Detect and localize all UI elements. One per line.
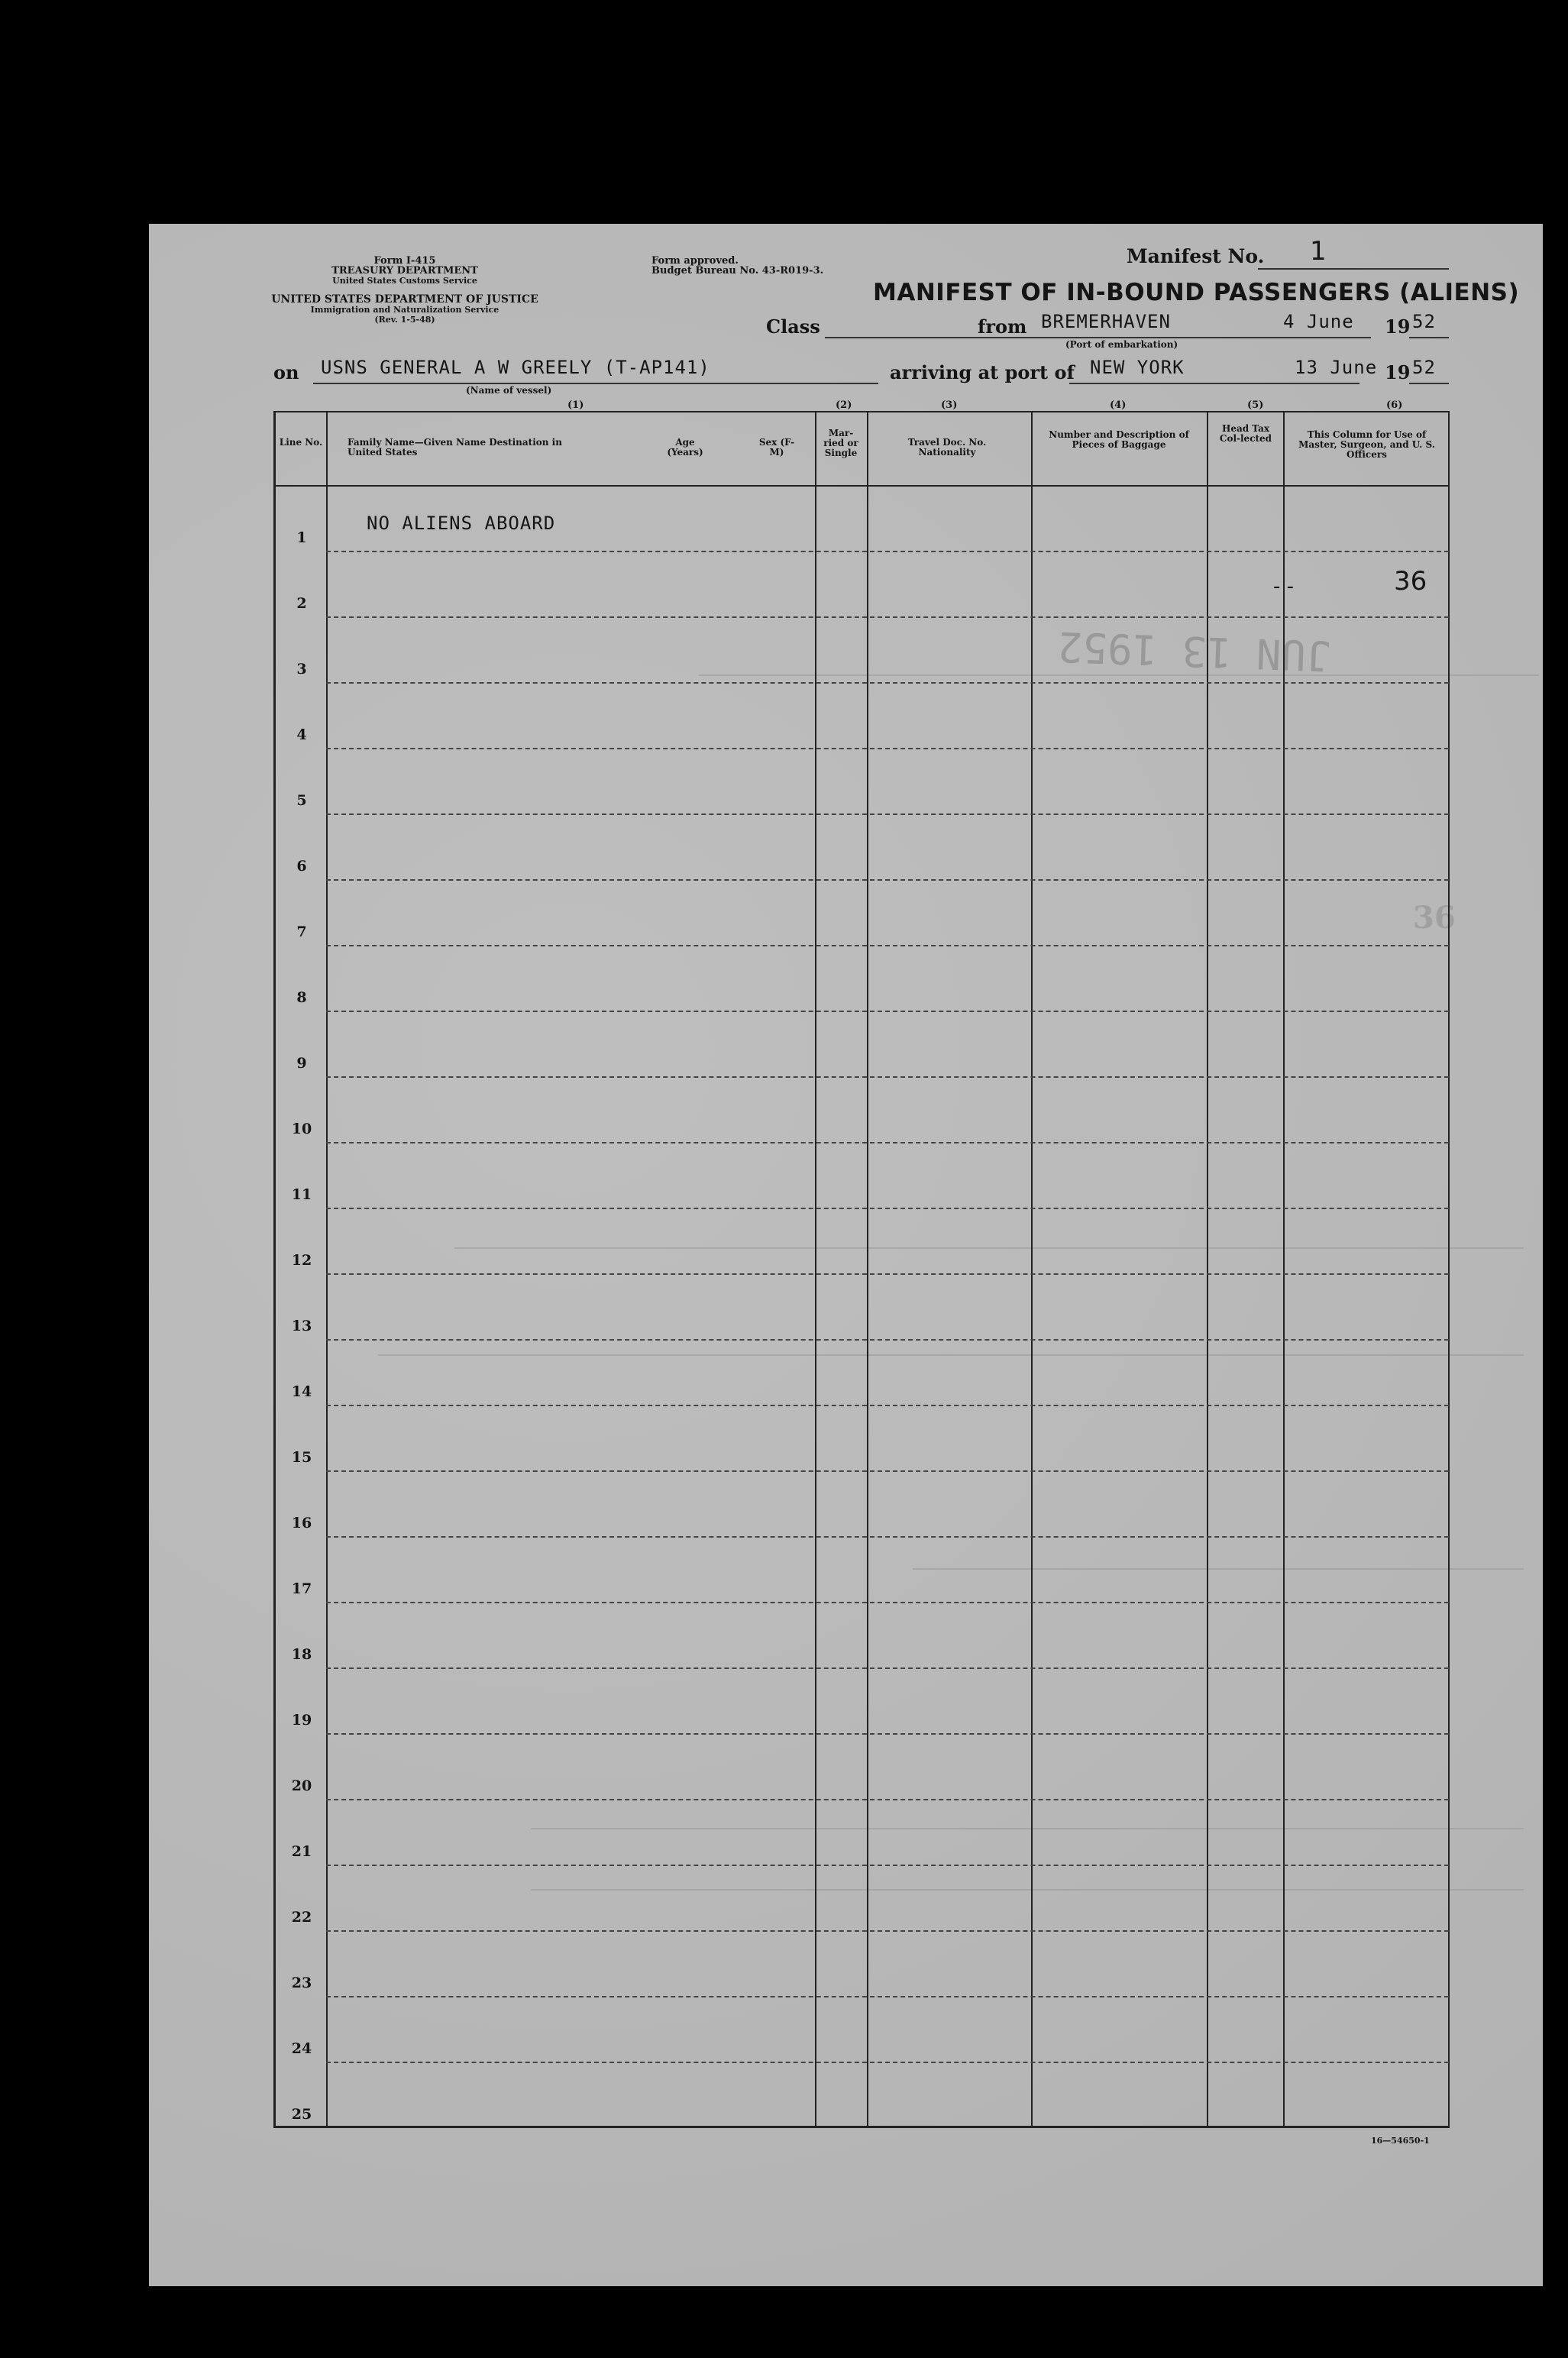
- departure-year: 52: [1412, 311, 1436, 332]
- row-number: 15: [291, 1449, 312, 1466]
- arrival-year: 52: [1412, 357, 1436, 378]
- arrival-port-line: [1069, 383, 1359, 384]
- table-left-border: [273, 411, 276, 2127]
- table-row: [326, 1208, 1449, 1209]
- from-label: from: [978, 315, 1027, 338]
- table-row: [326, 748, 1449, 749]
- justice-department: UNITED STATES DEPARTMENT OF JUSTICE: [271, 293, 538, 306]
- vessel-name: USNS GENERAL A W GREELY (T-AP141): [321, 357, 710, 378]
- col-divider-travel: [867, 411, 868, 2127]
- row-number: 19: [291, 1712, 312, 1729]
- table-row: [326, 1273, 1449, 1275]
- row-number: 8: [296, 989, 307, 1006]
- port-embarkation-note: (Port of embarkation): [1065, 339, 1178, 350]
- arriving-label: arriving at port of: [890, 361, 1075, 383]
- bleed-through-number: 36: [1413, 900, 1456, 936]
- col-number-2: (2): [836, 399, 852, 411]
- col-divider-headtax: [1207, 411, 1208, 2127]
- bleed-through-text: [913, 1568, 1524, 1574]
- arrival-port: NEW YORK: [1090, 357, 1185, 378]
- revision-date: (Rev. 1-5-48): [374, 315, 435, 325]
- vessel-line: [313, 383, 878, 384]
- row-number: 5: [296, 792, 307, 809]
- table-row: [326, 1470, 1449, 1472]
- header-travel-doc: Travel Doc. No. Nationality: [907, 437, 987, 458]
- departure-year-prefix: 19: [1385, 315, 1411, 338]
- row-number: 2: [296, 595, 307, 612]
- header-head-tax: Head Tax Col-lected: [1219, 423, 1272, 444]
- header-line-no: Line No.: [279, 437, 323, 448]
- table-row: [326, 1405, 1449, 1406]
- header-sex: Sex (F-M): [758, 437, 795, 458]
- on-label: on: [273, 361, 299, 383]
- row-number: 9: [296, 1055, 307, 1072]
- table-row: [326, 616, 1449, 618]
- row-number: 4: [296, 726, 307, 743]
- officer-dash-mark: - -: [1273, 575, 1295, 598]
- col-divider-officers: [1283, 411, 1285, 2127]
- col-number-3: (3): [941, 399, 958, 411]
- bleed-through-date-stamp: JUN 13 1952: [1057, 622, 1332, 681]
- table-row: [326, 1076, 1449, 1078]
- bleed-through-text: [531, 1889, 1524, 1895]
- row-number: 13: [291, 1318, 312, 1334]
- departure-date-line: [1272, 337, 1371, 338]
- table-right-border: [1448, 411, 1450, 2127]
- class-label: Class: [766, 315, 820, 338]
- table-row: [326, 1865, 1449, 1866]
- header-bottom-border: [273, 485, 1450, 487]
- row-number: 17: [291, 1580, 312, 1597]
- table-top-border: [273, 411, 1450, 412]
- row-number: 14: [291, 1383, 312, 1400]
- from-line: [1035, 337, 1272, 338]
- row-number: 22: [291, 1909, 312, 1926]
- budget-bureau: Budget Bureau No. 43-R019-3.: [651, 265, 824, 277]
- header-officers: This Column for Use of Master, Surgeon, and U. S. Officers: [1298, 429, 1435, 460]
- row-number: 23: [291, 1975, 312, 1991]
- table-row: [326, 1536, 1449, 1538]
- table-row: [326, 945, 1449, 946]
- treasury-department: TREASURY DEPARTMENT: [331, 265, 478, 277]
- col-divider-married: [815, 411, 816, 2127]
- col-number-1: (1): [567, 399, 584, 411]
- manifest-no-label: Manifest No.: [1127, 245, 1265, 267]
- table-row: [326, 1011, 1449, 1012]
- manifest-page: [149, 224, 1543, 2286]
- departure-date: 4 June: [1283, 311, 1354, 332]
- row-number: 10: [291, 1121, 312, 1137]
- form-approved: Form approved.: [651, 255, 739, 267]
- row-number: 24: [291, 2040, 312, 2057]
- no-aliens-entry: NO ALIENS ABOARD: [367, 513, 556, 534]
- table-row: [326, 2062, 1449, 2063]
- header-age: Age (Years): [667, 437, 703, 458]
- departure-year-line: [1409, 337, 1449, 338]
- row-number: 16: [291, 1515, 312, 1532]
- table-row: [326, 1602, 1449, 1603]
- col-number-4: (4): [1110, 399, 1127, 411]
- vessel-note: (Name of vessel): [466, 385, 552, 396]
- row-number: 21: [291, 1843, 312, 1860]
- immigration-service: Immigration and Naturalization Service: [310, 305, 499, 315]
- col-number-6: (6): [1386, 399, 1403, 411]
- table-row: [326, 1733, 1449, 1735]
- row-number: 25: [291, 2106, 312, 2123]
- table-row: [326, 879, 1449, 881]
- table-row: [326, 1996, 1449, 1997]
- table-row: [326, 551, 1449, 552]
- customs-service: United States Customs Service: [332, 276, 477, 286]
- header-name: Family Name—Given Name Destination in United States: [348, 437, 562, 458]
- bleed-through-text: [699, 674, 1539, 681]
- row-number: 7: [296, 923, 307, 940]
- form-number: Form I-415: [373, 255, 436, 267]
- row-number: 6: [296, 858, 307, 875]
- bleed-through-text: [531, 1828, 1524, 1834]
- port-of-embarkation: BREMERHAVEN: [1041, 311, 1171, 332]
- table-row: [326, 1142, 1449, 1143]
- header-married: Mar-ried or Single: [823, 428, 858, 458]
- table-row: [326, 682, 1449, 684]
- bleed-through-text: [378, 1354, 1524, 1360]
- row-number: 3: [296, 661, 307, 678]
- bleed-through-text: [454, 1247, 1524, 1253]
- table-row: [326, 1799, 1449, 1800]
- row-number: 1: [296, 529, 307, 546]
- table-bottom-border: [273, 2126, 1450, 2128]
- col-divider-baggage: [1031, 411, 1033, 2127]
- col-number-5: (5): [1247, 399, 1264, 411]
- table-row: [326, 1930, 1449, 1932]
- arrival-date: 13 June: [1295, 357, 1378, 378]
- manifest-no-value: 1: [1310, 236, 1327, 267]
- table-row: [326, 1339, 1449, 1341]
- col-divider-line-no: [326, 411, 328, 2127]
- arrival-year-line: [1409, 383, 1449, 384]
- table-row: [326, 1667, 1449, 1669]
- manifest-no-line: [1258, 268, 1449, 270]
- table-row: [326, 813, 1449, 815]
- manifest-title: MANIFEST OF IN-BOUND PASSENGERS (ALIENS): [873, 279, 1520, 306]
- row-number: 20: [291, 1777, 312, 1794]
- header-baggage: Number and Description of Pieces of Baggage: [1049, 429, 1189, 450]
- officer-annotation-number: 36: [1394, 566, 1427, 597]
- row-number: 12: [291, 1252, 312, 1269]
- row-number: 11: [291, 1186, 312, 1203]
- row-number: 18: [291, 1646, 312, 1663]
- print-code: 16—54650-1: [1371, 2136, 1430, 2146]
- arrival-year-prefix: 19: [1385, 361, 1411, 383]
